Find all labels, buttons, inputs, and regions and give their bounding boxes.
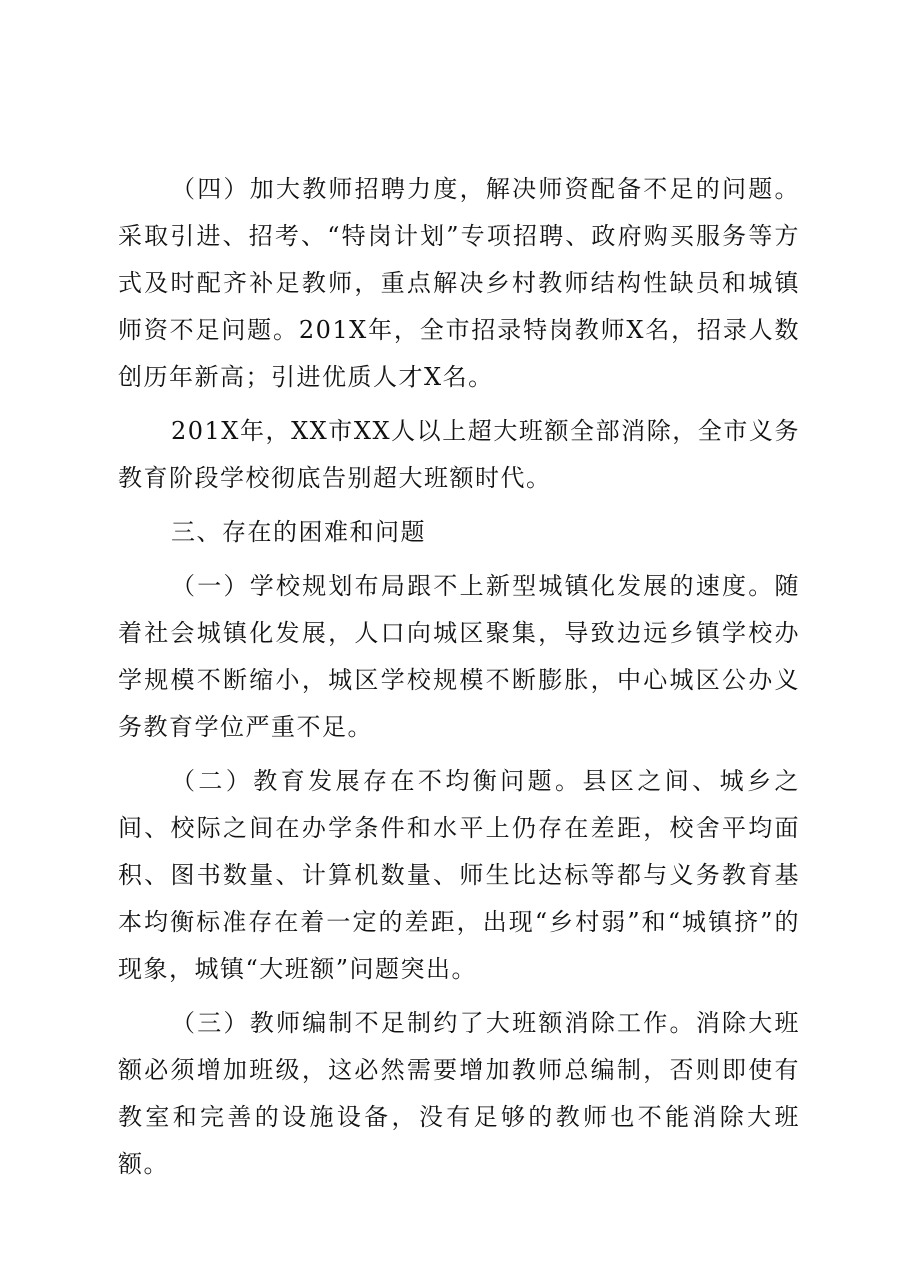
paragraph-unbalanced-development: （二）教育发展存在不均衡问题。县区之间、城乡之间、校际之间在办学条件和水平上仍存在差距，校舍平均面积、图书数量、计算机数量、师生比达标等都与义务教育基本均衡标准存在着一定的差距，出现“乡村弱”和“城镇挤”的现象，城镇“大班额”问题突出。: [118, 767, 800, 983]
paragraph-teacher-recruitment: （四）加大教师招聘力度，解决师资配备不足的问题。采取引进、招考、“特岗计划”专项招聘、政府购买服务等方式及时配齐补足教师，重点解决乡村教师结构性缺员和城镇师资不足问题。201X年，全市招录特岗教师X名，招录人数创历年新高；引进优质人才X名。: [118, 175, 800, 391]
paragraph-school-planning: （一）学校规划布局跟不上新型城镇化发展的速度。随着社会城镇化发展，人口向城区聚集，导致边远乡镇学校办学规模不断缩小，城区学校规模不断膨胀，中心城区公办义务教育学位严重不足。: [118, 572, 800, 741]
paragraph-oversized-classes-eliminated: 201X年，XX市XX人以上超大班额全部消除，全市义务教育阶段学校彻底告别超大班额时代。: [118, 417, 800, 492]
paragraph-teacher-staffing: （三）教师编制不足制约了大班额消除工作。消除大班额必须增加班级，这必然需要增加教师总编制，否则即使有教室和完善的设施设备，没有足够的教师也不能消除大班额。: [118, 1009, 800, 1178]
section-heading-difficulties: 三、存在的困难和问题: [171, 518, 426, 546]
document-body: [118, 166, 800, 1195]
